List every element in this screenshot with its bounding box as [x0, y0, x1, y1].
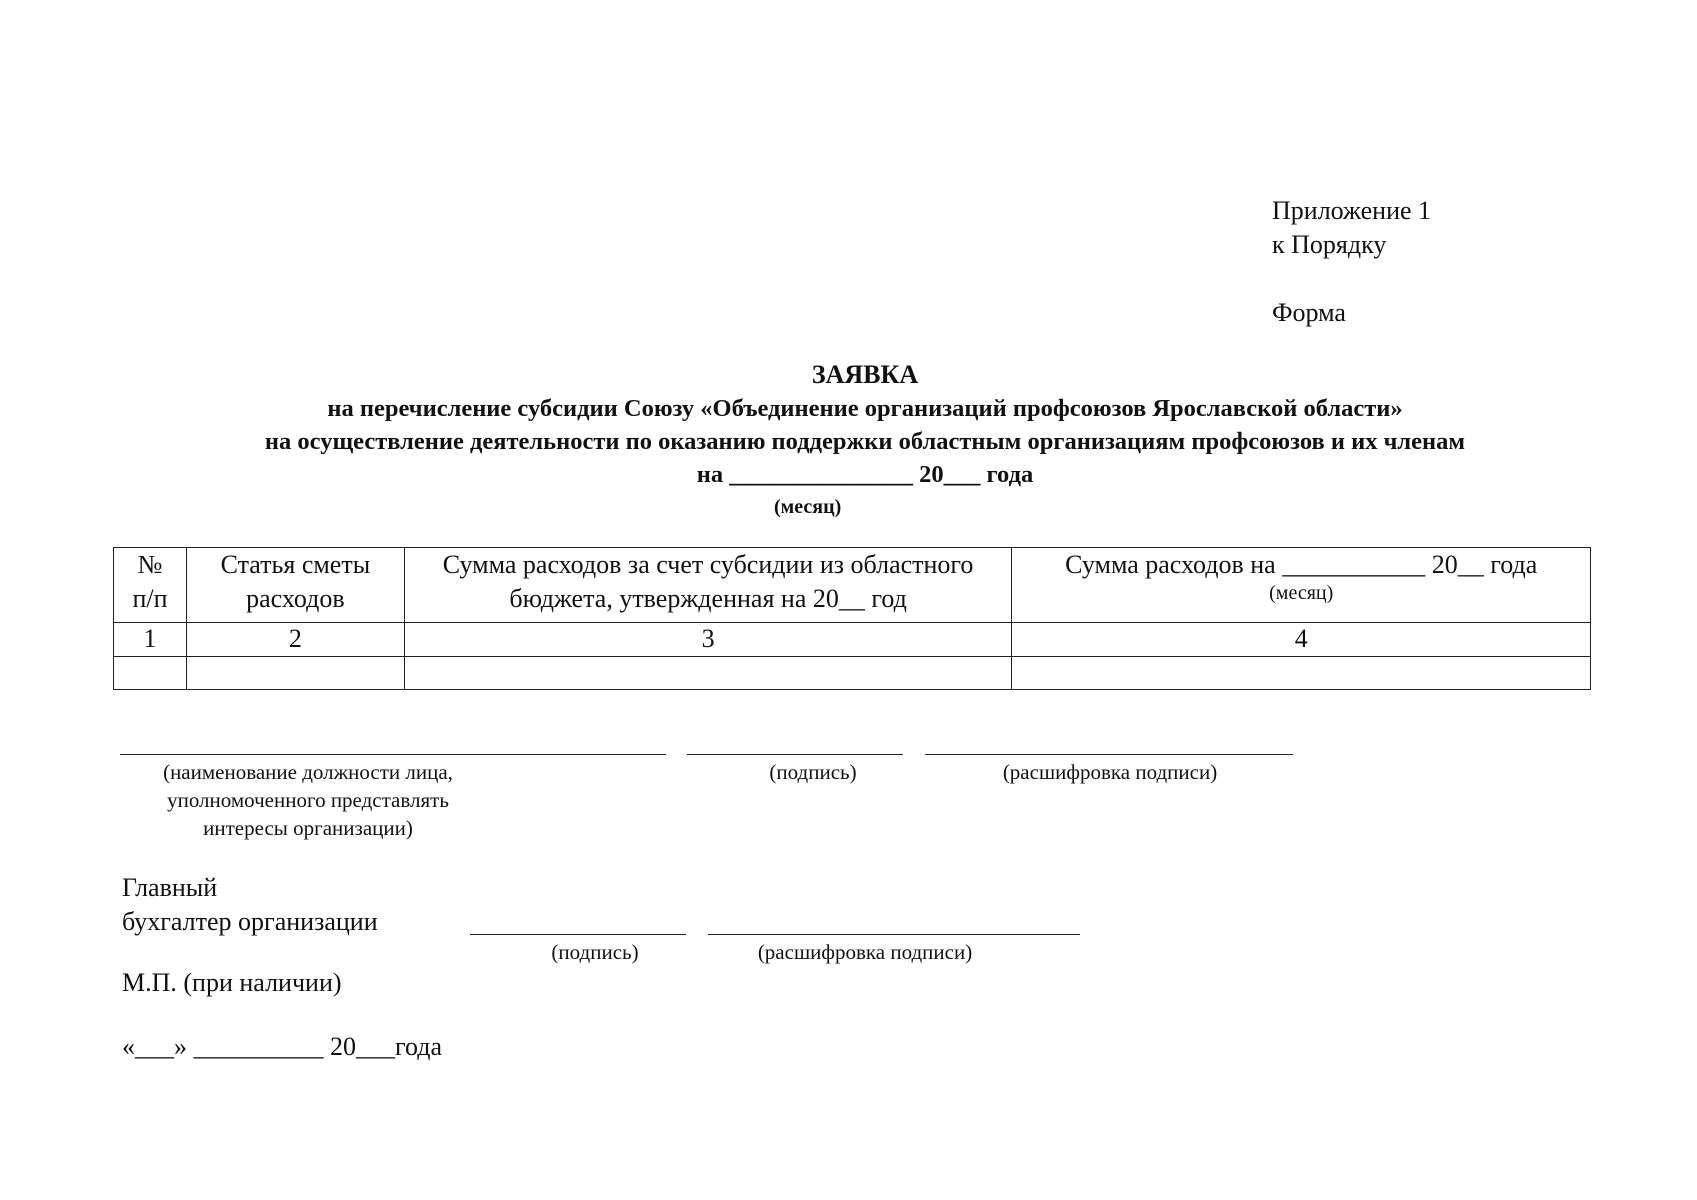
- stamp-label: М.П. (при наличии): [122, 968, 342, 997]
- position-caption-line-3: интересы организации): [203, 816, 413, 840]
- accountant-label: [122, 871, 378, 939]
- form-label: Форма: [1272, 298, 1346, 327]
- header-cell-approved-sum: [404, 548, 1012, 623]
- title-line-3: на _______________ 20___ года: [696, 461, 1034, 488]
- decoding-line: [925, 754, 1293, 755]
- header-number-line2: п/п: [132, 584, 168, 613]
- table-row-numbers: [114, 623, 1591, 657]
- header-month-hint: (месяц): [1269, 582, 1334, 604]
- header-cell-month-sum: [1012, 548, 1591, 623]
- accountant-label-line-2: бухгалтер организации: [122, 907, 378, 936]
- header-cell-item: [186, 548, 404, 623]
- document-title: [0, 358, 1697, 491]
- table-header-row: [114, 548, 1591, 623]
- position-caption-line-1: (наименование должности лица,: [163, 760, 453, 784]
- column-number-1: 1: [114, 623, 187, 657]
- position-caption: [130, 758, 486, 842]
- accountant-signature-caption: (подпись): [551, 940, 639, 964]
- signature-line: [687, 754, 903, 755]
- header-approved-line1: Сумма расходов за счет субсидии из областного: [442, 550, 974, 579]
- title-month-hint: (месяц): [774, 496, 842, 518]
- accountant-label-line-1: Главный: [122, 873, 218, 902]
- signature-caption: (подпись): [769, 760, 857, 784]
- header-item-line2: расходов: [246, 584, 345, 613]
- position-caption-line-2: уполномоченного представлять: [167, 788, 449, 812]
- header-item-line1: Статья сметы: [220, 550, 371, 579]
- title-line-2: на осуществление деятельности по оказанию поддержки областным организациям профсоюзов и их членам: [264, 428, 1466, 455]
- empty-cell: [1012, 657, 1591, 690]
- column-number-2: 2: [186, 623, 404, 657]
- title-line-1: на перечисление субсидии Союзу «Объединение организаций профсоюзов Ярославской области»: [327, 395, 1403, 422]
- empty-cell: [114, 657, 187, 690]
- header-cell-number: [114, 548, 187, 623]
- expenses-table: [113, 547, 1591, 690]
- accountant-signature-line: [470, 934, 686, 935]
- column-number-4: 4: [1012, 623, 1591, 657]
- header-number-line1: №: [137, 550, 163, 579]
- column-number-3: 3: [404, 623, 1012, 657]
- empty-cell: [186, 657, 404, 690]
- appendix-line-2: к Порядку: [1272, 230, 1387, 259]
- header-month-line1: Сумма расходов на ___________ 20__ года: [1065, 550, 1538, 579]
- empty-cell: [404, 657, 1012, 690]
- accountant-decoding-caption: (расшифровка подписи): [757, 940, 973, 964]
- appendix-block: [1272, 194, 1431, 330]
- position-line: [120, 754, 666, 755]
- decoding-caption: (расшифровка подписи): [1002, 760, 1218, 784]
- title-main: ЗАЯВКА: [811, 360, 919, 389]
- date-line: «___» __________ 20___года: [122, 1032, 443, 1061]
- table-row-empty: [114, 657, 1591, 690]
- appendix-line-1: Приложение 1: [1272, 196, 1432, 225]
- header-approved-line2: бюджета, утвержденная на 20__ год: [509, 584, 907, 613]
- accountant-decoding-line: [708, 934, 1080, 935]
